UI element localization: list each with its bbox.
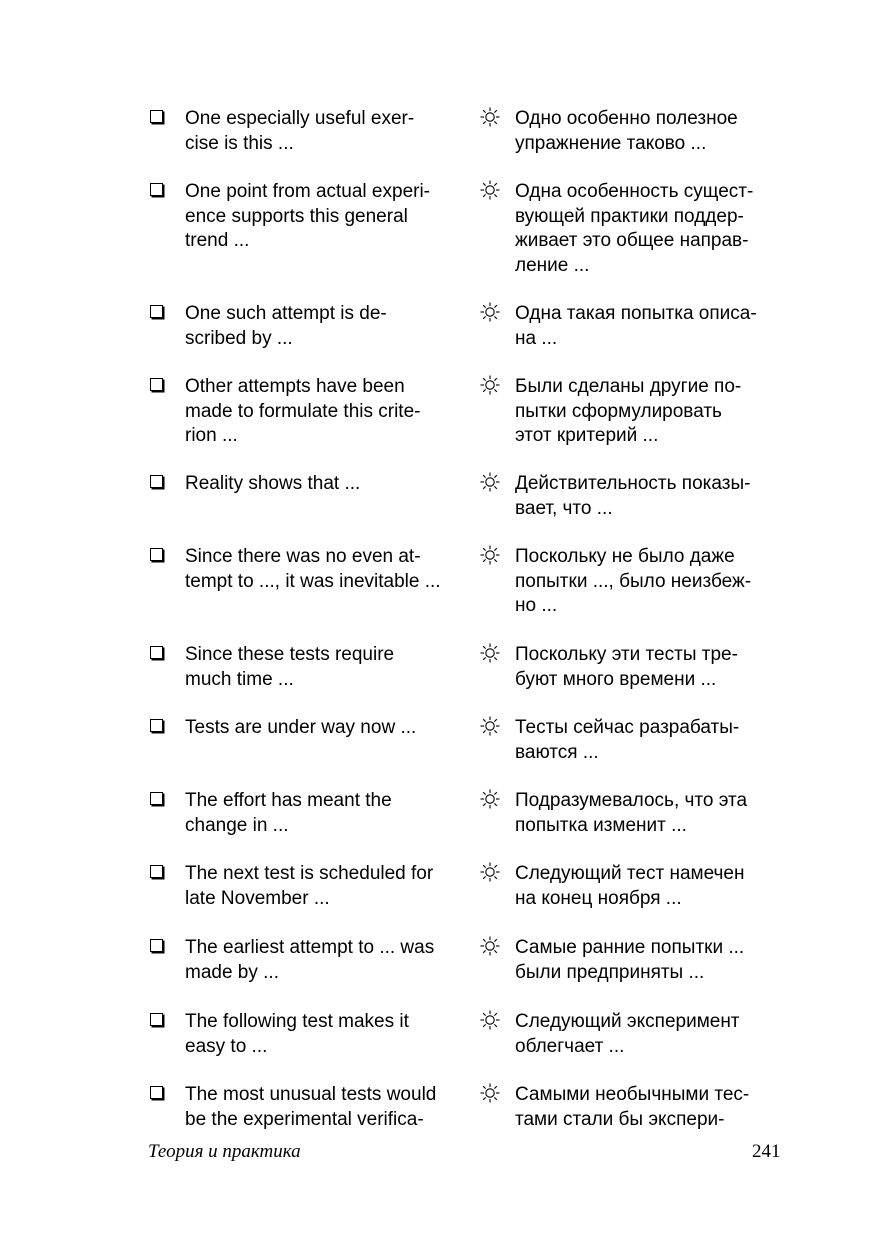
phrase-entry — [148, 107, 788, 180]
russian-phrase: Одна особенность сущест- вующей практики поддер- живает это общее направ- ление ... — [515, 181, 754, 276]
english-phrase: The following test makes it easy to ... — [185, 1011, 409, 1057]
russian-phrase: Подразумевалось, что эта попытка изменит ... — [515, 790, 748, 836]
russian-phrase: Одна такая попытка описа- на ... — [515, 303, 757, 349]
phrase-entry — [148, 716, 788, 789]
checkbox-bullet-icon — [150, 1013, 163, 1026]
checkbox-bullet-icon — [150, 1086, 163, 1099]
russian-phrase: Одно особенно полезное упражнение таково ... — [515, 108, 738, 154]
checkbox-bullet-icon — [150, 792, 163, 805]
checkbox-bullet-icon — [150, 646, 163, 659]
checkbox-bullet-icon — [150, 378, 163, 391]
checkbox-bullet-icon — [150, 305, 163, 318]
english-phrase: One point from actual experi- ence supports this general trend ... — [185, 181, 431, 251]
russian-phrase: Самыми необычными тес- тами стали бы экспери- — [515, 1084, 750, 1130]
russian-phrase: Самые ранние попытки ... были предприняты ... — [515, 937, 745, 983]
russian-phrase: Следующий эксперимент облегчает ... — [515, 1011, 740, 1057]
checkbox-bullet-icon — [150, 110, 163, 123]
page-number: 241 — [752, 1141, 781, 1162]
sun-icon — [480, 302, 500, 322]
english-phrase: Since there was no even at- tempt to ..., it was inevitable ... — [185, 546, 441, 592]
sun-icon — [480, 789, 500, 809]
sun-icon — [480, 643, 500, 663]
phrase-entry — [148, 545, 788, 643]
sun-icon — [480, 375, 500, 395]
phrase-entry — [148, 643, 788, 716]
english-phrase: Reality shows that ... — [185, 473, 361, 494]
sun-icon — [480, 472, 500, 492]
english-phrase: The earliest attempt to ... was made by ... — [185, 937, 435, 983]
english-phrase: One especially useful exer- cise is this ... — [185, 108, 415, 154]
phrase-list — [148, 107, 788, 1138]
book-title-footer: Теория и практика — [148, 1141, 301, 1162]
checkbox-bullet-icon — [150, 548, 163, 561]
checkbox-bullet-icon — [150, 865, 163, 878]
phrase-entry — [148, 789, 788, 862]
phrase-entry — [148, 1083, 788, 1138]
russian-phrase: Поскольку эти тесты тре- буют много времени ... — [515, 644, 738, 690]
phrase-entry — [148, 180, 788, 302]
sun-icon — [480, 180, 500, 200]
sun-icon — [480, 1010, 500, 1030]
sun-icon — [480, 107, 500, 127]
english-phrase: Tests are under way now ... — [185, 717, 417, 738]
phrase-entry — [148, 302, 788, 375]
sun-icon — [480, 936, 500, 956]
sun-icon — [480, 862, 500, 882]
english-phrase: The effort has meant the change in ... — [185, 790, 392, 836]
russian-phrase: Поскольку не было даже попытки ..., было неизбеж- но ... — [515, 546, 752, 616]
russian-phrase: Действительность показы- вает, что ... — [515, 473, 751, 519]
english-phrase: The next test is scheduled for late November ... — [185, 863, 434, 909]
russian-phrase: Были сделаны другие по- пытки сформулировать этот критерий ... — [515, 376, 742, 446]
phrase-entry — [148, 862, 788, 936]
russian-phrase: Следующий тест намечен на конец ноября ... — [515, 863, 745, 909]
sun-icon — [480, 716, 500, 736]
checkbox-bullet-icon — [150, 475, 163, 488]
checkbox-bullet-icon — [150, 719, 163, 732]
english-phrase: One such attempt is de- scribed by ... — [185, 303, 387, 349]
english-phrase: Since these tests require much time ... — [185, 644, 395, 690]
english-phrase: Other attempts have been made to formulate this crite- rion ... — [185, 376, 421, 446]
sun-icon — [480, 1083, 500, 1103]
english-phrase: The most unusual tests would be the experimental verifica- — [185, 1084, 437, 1130]
russian-phrase: Тесты сейчас разрабаты- ваются ... — [515, 717, 740, 763]
sun-icon — [480, 545, 500, 565]
phrase-entry — [148, 472, 788, 545]
phrase-entry — [148, 1010, 788, 1083]
checkbox-bullet-icon — [150, 939, 163, 952]
checkbox-bullet-icon — [150, 183, 163, 196]
phrase-entry — [148, 375, 788, 472]
phrase-entry — [148, 936, 788, 1010]
